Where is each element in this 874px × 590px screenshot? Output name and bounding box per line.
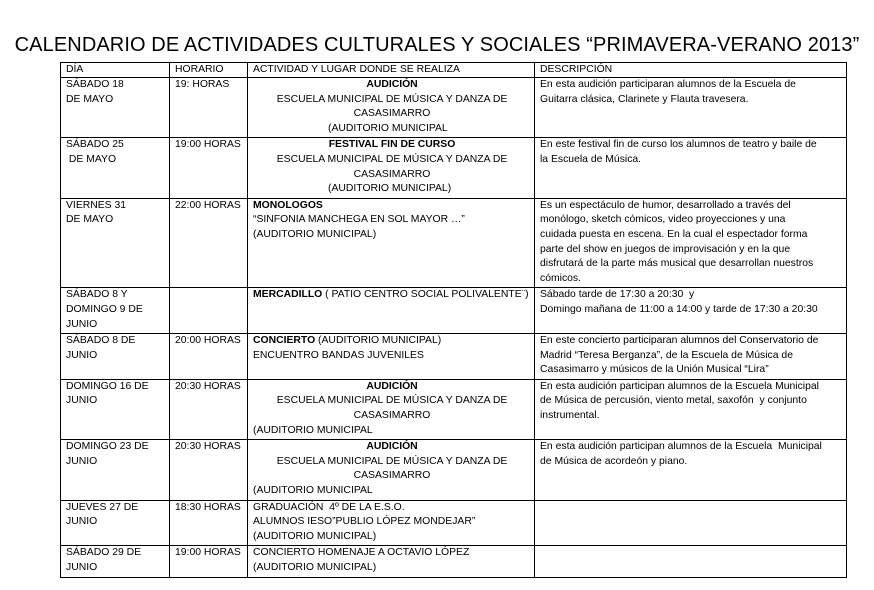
cell-actividad: MONOLOGOS “SINFONIA MANCHEGA EN SOL MAYOR …” (AUDITORIO MUNICIPAL) — [248, 198, 535, 288]
cell-descripcion: Es un espectáculo de humor, desarrollado a través del monólogo, sketch cómicos, video proyecciones y una cuidada puesta en escena. En la cual el espectador forma parte del show en juegos de improvisación y en la que disfrutará de la parte más musical que desarrollan nuestros cómicos. — [535, 198, 847, 288]
cell-horario: 19:00 HORAS — [170, 546, 248, 577]
column-header-descripcion: DESCRIPCIÓN — [535, 63, 847, 78]
column-header-actividad: ACTIVIDAD Y LUGAR DONDE SE REALIZA — [248, 63, 535, 78]
column-header-horario: HORARIO — [170, 63, 248, 78]
cell-dia: DOMINGO 16 DE JUNIO — [61, 379, 170, 439]
cell-descripcion: En esta audición participan alumnos de la Escuela Municipal de Música de acordeón y piano. — [535, 440, 847, 500]
table-row — [61, 334, 847, 380]
cell-horario — [170, 288, 248, 334]
cell-horario: 20:00 HORAS — [170, 334, 248, 380]
activity-title: MERCADILLO — [253, 289, 323, 301]
activity-title: CONCIERTO — [253, 335, 316, 347]
cell-horario: 20:30 HORAS — [170, 440, 248, 500]
cell-actividad: AUDICIÓN ESCUELA MUNICIPAL DE MÚSICA Y DANZA DE CASASIMARRO (AUDITORIO MUNICIPAL — [248, 440, 535, 500]
cell-actividad: GRADUACIÓN 4º DE LA E.S.O. ALUMNOS IESO”PUBLIO LÓPEZ MONDEJAR” (AUDITORIO MUNICIPAL) — [248, 500, 535, 546]
cell-dia: SÁBADO 29 DE JUNIO — [61, 546, 170, 577]
cell-horario: 20:30 HORAS — [170, 379, 248, 439]
cell-actividad: AUDICIÓN ESCUELA MUNICIPAL DE MÚSICA Y DANZA DE CASASIMARRO (AUDITORIO MUNICIPAL — [248, 379, 535, 439]
table-row — [61, 288, 847, 334]
activity-title: MONOLOGOS — [253, 199, 323, 211]
cell-dia: SÁBADO 8 DE JUNIO — [61, 334, 170, 380]
activity-title: AUDICIÓN — [366, 441, 418, 453]
cell-dia: VIERNES 31 DE MAYO — [61, 198, 170, 288]
cell-descripcion: Sábado tarde de 17:30 a 20:30 y Domingo mañana de 11:00 a 14:00 y tarde de 17:30 a 20:30 — [535, 288, 847, 334]
table-row — [61, 546, 847, 577]
table-row — [61, 78, 847, 138]
cell-actividad: MERCADILLO ( PATIO CENTRO SOCIAL POLIVALENTE¨) — [248, 288, 535, 334]
cell-horario: 19:00 HORAS — [170, 138, 248, 198]
activity-title: AUDICIÓN — [366, 380, 418, 392]
cell-descripcion: En esta audición participan alumnos de la Escuela Municipal de Música de percusión, viento metal, saxofón y conjunto instrumental. — [535, 379, 847, 439]
cell-descripcion: En esta audición participaran alumnos de la Escuela de Guitarra clásica, Clarinete y Flauta travesera. — [535, 78, 847, 138]
activity-title: FESTIVAL FIN DE CURSO — [328, 139, 456, 151]
cell-descripcion: En este concierto participaran alumnos del Conservatorio de Madrid “Teresa Berganza”, de la Escuela de Música de Casasimarro y músicos de la Unión Musical “Lira” — [535, 334, 847, 380]
cell-descripcion — [535, 500, 847, 546]
cell-horario: 19: HORAS — [170, 78, 248, 138]
table-row — [61, 198, 847, 288]
cell-dia: SÁBADO 25 DE MAYO — [61, 138, 170, 198]
cell-dia: SÁBADO 8 Y DOMINGO 9 DE JUNIO — [61, 288, 170, 334]
activities-calendar-table — [60, 62, 847, 578]
cell-actividad: CONCIERTO (AUDITORIO MUNICIPAL) ENCUENTRO BANDAS JUVENILES — [248, 334, 535, 380]
cell-horario: 18:30 HORAS — [170, 500, 248, 546]
cell-dia: JUEVES 27 DE JUNIO — [61, 500, 170, 546]
activity-title: AUDICIÓN — [366, 79, 418, 90]
cell-dia: SÁBADO 18 DE MAYO — [61, 78, 170, 138]
table-row — [61, 379, 847, 439]
cell-horario: 22:00 HORAS — [170, 198, 248, 288]
document-title: CALENDARIO DE ACTIVIDADES CULTURALES Y SOCIALES “PRIMAVERA-VERANO 2013” — [14, 34, 860, 56]
table-header-row — [61, 63, 847, 78]
table-row — [61, 500, 847, 546]
cell-descripcion: En este festival fin de curso los alumnos de teatro y baile de la Escuela de Música. — [535, 138, 847, 198]
cell-descripcion — [535, 546, 847, 577]
column-header-dia: DÍA — [61, 63, 170, 78]
table-row — [61, 440, 847, 500]
cell-actividad: CONCIERTO HOMENAJE A OCTAVIO LÓPEZ (AUDITORIO MUNICIPAL) — [248, 546, 535, 577]
cell-actividad: AUDICIÓN ESCUELA MUNICIPAL DE MÚSICA Y DANZA DE CASASIMARRO (AUDITORIO MUNICIPAL — [248, 78, 535, 138]
table-row — [61, 138, 847, 198]
cell-actividad: FESTIVAL FIN DE CURSO ESCUELA MUNICIPAL DE MÚSICA Y DANZA DE CASASIMARRO (AUDITORIO MUNICIPAL) — [248, 138, 535, 198]
cell-dia: DOMINGO 23 DE JUNIO — [61, 440, 170, 500]
